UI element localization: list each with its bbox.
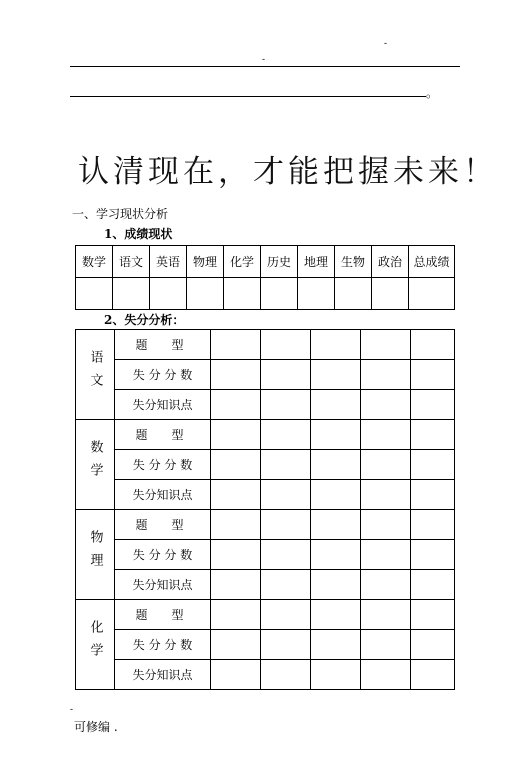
subject-cell: [76, 330, 115, 420]
score-header-cell: 物理: [187, 246, 224, 278]
data-cell[interactable]: [261, 540, 311, 570]
table-row: [76, 360, 455, 390]
footer-mark: -: [70, 705, 74, 715]
data-cell[interactable]: [411, 480, 455, 510]
score-value-cell[interactable]: [76, 278, 113, 310]
data-cell[interactable]: [261, 480, 311, 510]
score-header-cell: 数学: [76, 246, 113, 278]
data-cell[interactable]: [261, 390, 311, 420]
row-label-type: 题 型: [115, 600, 211, 630]
table-row: [76, 630, 455, 660]
data-cell[interactable]: [311, 600, 361, 630]
header-line-1: [70, 66, 460, 67]
table-row: [76, 480, 455, 510]
data-cell[interactable]: [311, 450, 361, 480]
data-cell[interactable]: [311, 390, 361, 420]
data-cell[interactable]: [311, 540, 361, 570]
subsection-loss-analysis: 2、失分分析：: [104, 313, 185, 327]
data-cell[interactable]: [411, 570, 455, 600]
data-cell[interactable]: [211, 450, 261, 480]
header-mark-top-right: -: [384, 39, 388, 49]
data-cell[interactable]: [411, 420, 455, 450]
data-cell[interactable]: [211, 420, 261, 450]
data-cell[interactable]: [311, 570, 361, 600]
row-label-score: 失 分 分 数: [115, 450, 211, 480]
score-value-cell[interactable]: [187, 278, 224, 310]
header-period: 。: [426, 86, 439, 100]
data-cell[interactable]: [261, 570, 311, 600]
header-mark-mid: -: [262, 55, 266, 65]
row-label-points: 失分知识点: [115, 480, 211, 510]
row-label-type: 题 型: [115, 420, 211, 450]
footer-label: 可修编 .: [74, 720, 118, 734]
table-row: [76, 330, 455, 360]
score-header-cell: 总成绩: [409, 246, 455, 278]
data-cell[interactable]: [211, 600, 261, 630]
data-cell[interactable]: [311, 480, 361, 510]
row-label-type: 题 型: [115, 510, 211, 540]
data-cell[interactable]: [261, 630, 311, 660]
data-cell[interactable]: [411, 510, 455, 540]
data-cell[interactable]: [411, 360, 455, 390]
subject-cell: [76, 600, 115, 690]
subject-label: 物理: [87, 530, 103, 576]
score-header-cell: 生物: [335, 246, 372, 278]
score-header-cell: 地理: [298, 246, 335, 278]
data-cell[interactable]: [261, 360, 311, 390]
table-row: [76, 600, 455, 630]
score-value-row: [76, 278, 455, 310]
data-cell[interactable]: [261, 510, 311, 540]
table-row: [76, 660, 455, 690]
score-value-cell[interactable]: [372, 278, 409, 310]
score-value-cell[interactable]: [224, 278, 261, 310]
data-cell[interactable]: [211, 390, 261, 420]
subject-label: 数学: [87, 440, 103, 486]
score-header-cell: 英语: [150, 246, 187, 278]
score-value-cell[interactable]: [261, 278, 298, 310]
data-cell[interactable]: [411, 540, 455, 570]
table-row: [76, 450, 455, 480]
data-cell[interactable]: [361, 480, 411, 510]
subsection-score-status: 1、成绩现状: [104, 227, 173, 241]
data-cell[interactable]: [361, 450, 411, 480]
data-cell[interactable]: [361, 420, 411, 450]
row-label-score: 失 分 分 数: [115, 360, 211, 390]
data-cell[interactable]: [411, 600, 455, 630]
row-label-points: 失分知识点: [115, 570, 211, 600]
data-cell[interactable]: [211, 510, 261, 540]
data-cell[interactable]: [311, 330, 361, 360]
data-cell[interactable]: [311, 630, 361, 660]
data-cell[interactable]: [261, 450, 311, 480]
data-cell[interactable]: [361, 540, 411, 570]
row-label-points: 失分知识点: [115, 660, 211, 690]
data-cell[interactable]: [211, 480, 261, 510]
score-value-cell[interactable]: [150, 278, 187, 310]
data-cell[interactable]: [411, 450, 455, 480]
data-cell[interactable]: [261, 600, 311, 630]
score-table: [75, 245, 455, 310]
data-cell[interactable]: [361, 360, 411, 390]
table-row: [76, 390, 455, 420]
table-row: [76, 570, 455, 600]
data-cell[interactable]: [411, 660, 455, 690]
data-cell[interactable]: [361, 510, 411, 540]
row-label-type: 题 型: [115, 330, 211, 360]
data-cell[interactable]: [311, 510, 361, 540]
score-header-cell: 政治: [372, 246, 409, 278]
data-cell[interactable]: [211, 540, 261, 570]
score-value-cell[interactable]: [335, 278, 372, 310]
subject-cell: [76, 420, 115, 510]
header-line-2: [70, 96, 426, 97]
data-cell[interactable]: [411, 330, 455, 360]
table-row: [76, 420, 455, 450]
loss-analysis-table: [75, 329, 455, 690]
data-cell[interactable]: [311, 660, 361, 690]
data-cell[interactable]: [361, 570, 411, 600]
data-cell[interactable]: [261, 330, 311, 360]
row-label-score: 失 分 分 数: [115, 540, 211, 570]
data-cell[interactable]: [361, 630, 411, 660]
data-cell[interactable]: [361, 600, 411, 630]
data-cell[interactable]: [361, 660, 411, 690]
score-header-cell: 化学: [224, 246, 261, 278]
data-cell[interactable]: [211, 660, 261, 690]
data-cell[interactable]: [311, 360, 361, 390]
data-cell[interactable]: [361, 330, 411, 360]
data-cell[interactable]: [211, 570, 261, 600]
slogan-title: 认清现在，才能把握未来！: [78, 154, 498, 190]
data-cell[interactable]: [411, 630, 455, 660]
data-cell[interactable]: [311, 420, 361, 450]
score-header-row: [76, 246, 455, 278]
data-cell[interactable]: [361, 390, 411, 420]
score-value-cell[interactable]: [113, 278, 150, 310]
subject-label: 语文: [87, 350, 103, 396]
data-cell[interactable]: [261, 660, 311, 690]
table-row: [76, 540, 455, 570]
section-title: 一、学习现状分析: [72, 207, 169, 221]
data-cell[interactable]: [411, 390, 455, 420]
row-label-score: 失 分 分 数: [115, 630, 211, 660]
data-cell[interactable]: [211, 360, 261, 390]
score-header-cell: 历史: [261, 246, 298, 278]
row-label-points: 失分知识点: [115, 390, 211, 420]
score-header-cell: 语文: [113, 246, 150, 278]
data-cell[interactable]: [211, 630, 261, 660]
subject-label: 化学: [87, 620, 103, 666]
data-cell[interactable]: [211, 330, 261, 360]
table-row: [76, 510, 455, 540]
score-value-cell[interactable]: [409, 278, 455, 310]
subject-cell: [76, 510, 115, 600]
data-cell[interactable]: [261, 420, 311, 450]
score-value-cell[interactable]: [298, 278, 335, 310]
